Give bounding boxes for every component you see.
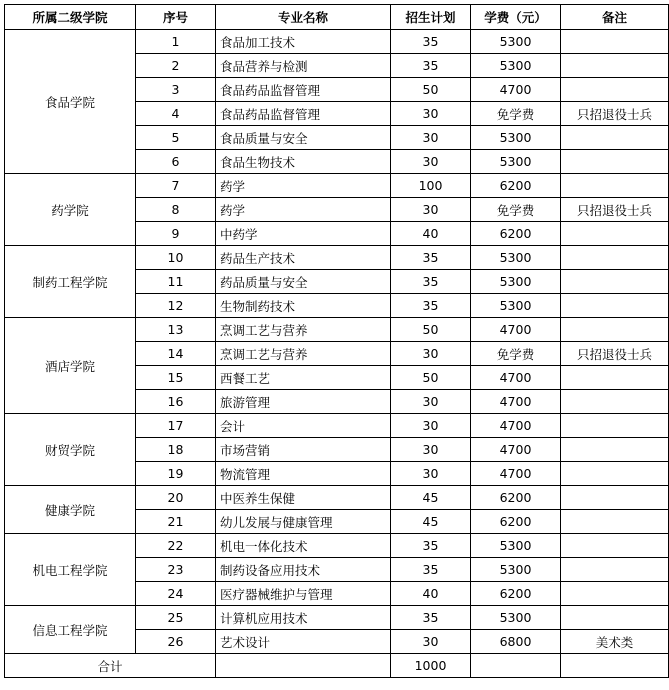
total-fee — [471, 654, 561, 678]
tuition-fee: 5300 — [471, 150, 561, 174]
tuition-fee: 4700 — [471, 390, 561, 414]
enrollment-plan: 35 — [391, 294, 471, 318]
major-name: 中药学 — [216, 222, 391, 246]
college-cell: 财贸学院 — [5, 414, 136, 486]
tuition-fee: 6200 — [471, 486, 561, 510]
college-cell: 制药工程学院 — [5, 246, 136, 318]
enrollment-plan: 35 — [391, 558, 471, 582]
row-number: 26 — [136, 630, 216, 654]
table-row — [5, 606, 669, 630]
major-name: 艺术设计 — [216, 630, 391, 654]
row-number: 11 — [136, 270, 216, 294]
row-number: 9 — [136, 222, 216, 246]
enrollment-plan: 30 — [391, 438, 471, 462]
college-cell: 酒店学院 — [5, 318, 136, 414]
tuition-fee: 4700 — [471, 78, 561, 102]
row-note: 只招退役士兵 — [561, 342, 669, 366]
tuition-fee: 6200 — [471, 510, 561, 534]
row-note — [561, 582, 669, 606]
row-number: 24 — [136, 582, 216, 606]
tuition-fee: 5300 — [471, 54, 561, 78]
major-name: 制药设备应用技术 — [216, 558, 391, 582]
table-row — [5, 414, 669, 438]
major-name: 食品质量与安全 — [216, 126, 391, 150]
row-note — [561, 414, 669, 438]
enrollment-plan: 35 — [391, 606, 471, 630]
enrollment-plan: 40 — [391, 222, 471, 246]
row-note — [561, 606, 669, 630]
header-fee: 学费（元） — [471, 5, 561, 30]
enrollment-plan: 30 — [391, 102, 471, 126]
row-number: 22 — [136, 534, 216, 558]
major-name: 食品生物技术 — [216, 150, 391, 174]
enrollment-plan: 30 — [391, 462, 471, 486]
header-plan: 招生计划 — [391, 5, 471, 30]
college-cell: 食品学院 — [5, 30, 136, 174]
tuition-fee: 5300 — [471, 30, 561, 54]
row-number: 23 — [136, 558, 216, 582]
table-body — [5, 30, 669, 654]
row-note — [561, 246, 669, 270]
tuition-fee: 4700 — [471, 318, 561, 342]
major-name: 食品营养与检测 — [216, 54, 391, 78]
row-note — [561, 270, 669, 294]
row-number: 21 — [136, 510, 216, 534]
row-number: 19 — [136, 462, 216, 486]
major-name: 药品质量与安全 — [216, 270, 391, 294]
tuition-fee: 4700 — [471, 414, 561, 438]
row-note — [561, 558, 669, 582]
row-note — [561, 174, 669, 198]
table-row — [5, 486, 669, 510]
tuition-fee: 6200 — [471, 582, 561, 606]
row-note — [561, 438, 669, 462]
row-number: 5 — [136, 126, 216, 150]
college-cell: 药学院 — [5, 174, 136, 246]
header-major: 专业名称 — [216, 5, 391, 30]
row-number: 13 — [136, 318, 216, 342]
row-number: 4 — [136, 102, 216, 126]
row-note — [561, 462, 669, 486]
major-name: 烹调工艺与营养 — [216, 318, 391, 342]
major-name: 幼儿发展与健康管理 — [216, 510, 391, 534]
table-row — [5, 534, 669, 558]
row-number: 14 — [136, 342, 216, 366]
row-number: 8 — [136, 198, 216, 222]
enrollment-plan: 35 — [391, 246, 471, 270]
header-note: 备注 — [561, 5, 669, 30]
enrollment-plan: 30 — [391, 150, 471, 174]
enrollment-plan: 50 — [391, 318, 471, 342]
major-name: 会计 — [216, 414, 391, 438]
row-note — [561, 126, 669, 150]
row-number: 10 — [136, 246, 216, 270]
row-number: 20 — [136, 486, 216, 510]
enrollment-plan: 35 — [391, 270, 471, 294]
row-note — [561, 390, 669, 414]
table-row — [5, 318, 669, 342]
tuition-fee: 5300 — [471, 558, 561, 582]
row-note: 只招退役士兵 — [561, 102, 669, 126]
tuition-fee: 4700 — [471, 366, 561, 390]
enrollment-plan: 30 — [391, 342, 471, 366]
total-row — [5, 654, 669, 678]
major-name: 食品药品监督管理 — [216, 102, 391, 126]
total-label: 合计 — [5, 654, 216, 678]
enrollment-plan: 30 — [391, 390, 471, 414]
major-name: 食品药品监督管理 — [216, 78, 391, 102]
total-note — [561, 654, 669, 678]
tuition-fee: 4700 — [471, 438, 561, 462]
major-name: 旅游管理 — [216, 390, 391, 414]
total-plan: 1000 — [391, 654, 471, 678]
row-note — [561, 54, 669, 78]
major-name: 食品加工技术 — [216, 30, 391, 54]
tuition-fee: 5300 — [471, 126, 561, 150]
row-note — [561, 222, 669, 246]
row-note — [561, 366, 669, 390]
enrollment-plan: 35 — [391, 534, 471, 558]
header-number: 序号 — [136, 5, 216, 30]
row-note — [561, 78, 669, 102]
row-number: 17 — [136, 414, 216, 438]
row-note — [561, 294, 669, 318]
major-name: 计算机应用技术 — [216, 606, 391, 630]
tuition-fee: 6200 — [471, 222, 561, 246]
tuition-fee: 免学费 — [471, 198, 561, 222]
enrollment-plan: 100 — [391, 174, 471, 198]
row-number: 18 — [136, 438, 216, 462]
tuition-fee: 6800 — [471, 630, 561, 654]
row-note — [561, 30, 669, 54]
row-number: 15 — [136, 366, 216, 390]
major-name: 医疗器械维护与管理 — [216, 582, 391, 606]
major-name: 烹调工艺与营养 — [216, 342, 391, 366]
header-college: 所属二级学院 — [5, 5, 136, 30]
major-name: 中医养生保健 — [216, 486, 391, 510]
college-cell: 信息工程学院 — [5, 606, 136, 654]
enrollment-plan: 30 — [391, 414, 471, 438]
tuition-fee: 免学费 — [471, 102, 561, 126]
enrollment-plan: 30 — [391, 630, 471, 654]
tuition-fee: 6200 — [471, 174, 561, 198]
row-number: 25 — [136, 606, 216, 630]
total-spacer — [216, 654, 391, 678]
header-row — [5, 5, 669, 30]
row-number: 2 — [136, 54, 216, 78]
row-number: 7 — [136, 174, 216, 198]
tuition-fee: 5300 — [471, 246, 561, 270]
enrollment-plan: 50 — [391, 78, 471, 102]
tuition-fee: 4700 — [471, 462, 561, 486]
row-note: 美术类 — [561, 630, 669, 654]
table-row — [5, 174, 669, 198]
enrollment-plan: 45 — [391, 510, 471, 534]
row-note — [561, 150, 669, 174]
college-cell: 机电工程学院 — [5, 534, 136, 606]
tuition-fee: 免学费 — [471, 342, 561, 366]
enrollment-plan: 35 — [391, 30, 471, 54]
tuition-fee: 5300 — [471, 270, 561, 294]
row-note — [561, 510, 669, 534]
row-note — [561, 318, 669, 342]
row-note — [561, 486, 669, 510]
tuition-fee: 5300 — [471, 294, 561, 318]
enrollment-plan: 45 — [391, 486, 471, 510]
major-name: 市场营销 — [216, 438, 391, 462]
major-name: 西餐工艺 — [216, 366, 391, 390]
row-note — [561, 534, 669, 558]
row-number: 12 — [136, 294, 216, 318]
major-name: 机电一体化技术 — [216, 534, 391, 558]
enrollment-table — [4, 4, 669, 678]
tuition-fee: 5300 — [471, 534, 561, 558]
table-row — [5, 30, 669, 54]
enrollment-plan: 40 — [391, 582, 471, 606]
enrollment-plan: 50 — [391, 366, 471, 390]
row-number: 3 — [136, 78, 216, 102]
enrollment-plan: 30 — [391, 126, 471, 150]
row-number: 16 — [136, 390, 216, 414]
table-row — [5, 246, 669, 270]
major-name: 生物制药技术 — [216, 294, 391, 318]
row-number: 1 — [136, 30, 216, 54]
enrollment-plan: 30 — [391, 198, 471, 222]
major-name: 药学 — [216, 174, 391, 198]
enrollment-plan: 35 — [391, 54, 471, 78]
college-cell: 健康学院 — [5, 486, 136, 534]
row-number: 6 — [136, 150, 216, 174]
tuition-fee: 5300 — [471, 606, 561, 630]
row-note: 只招退役士兵 — [561, 198, 669, 222]
major-name: 物流管理 — [216, 462, 391, 486]
major-name: 药学 — [216, 198, 391, 222]
major-name: 药品生产技术 — [216, 246, 391, 270]
